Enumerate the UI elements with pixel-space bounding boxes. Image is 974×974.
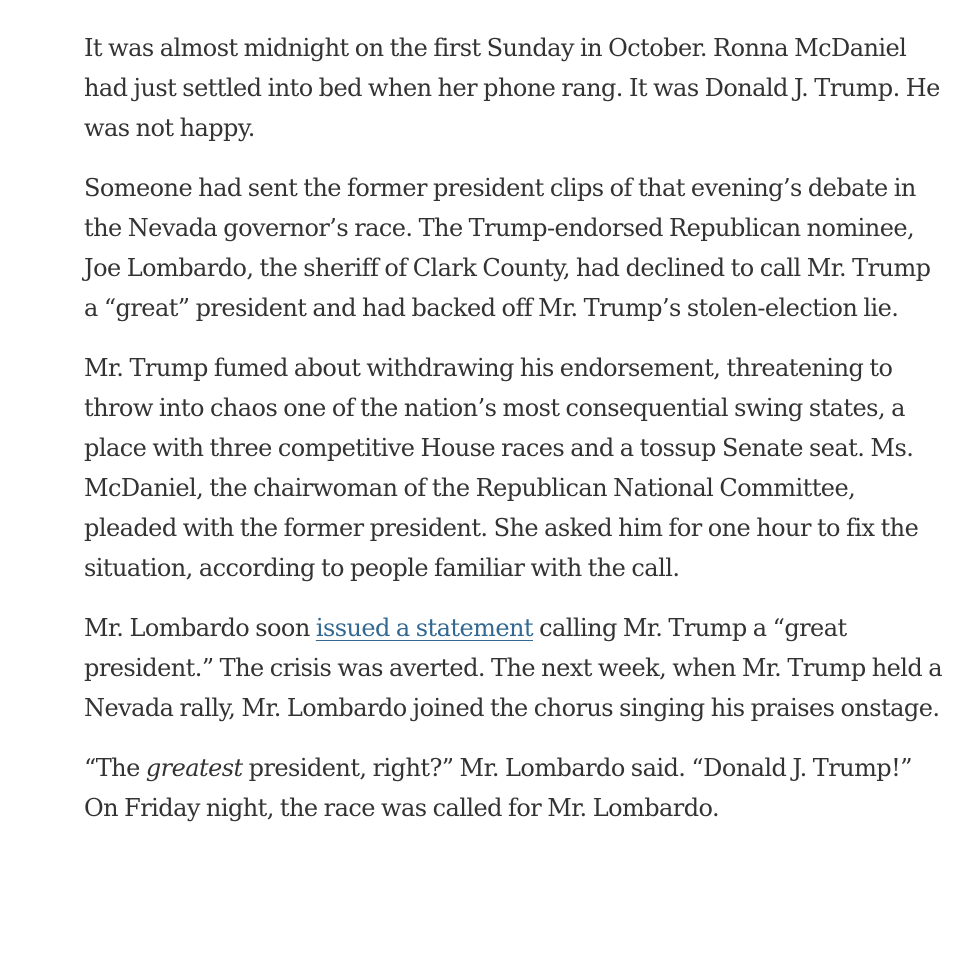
paragraph-4-text-after: calling Mr. Trump a “great president.” The crisis was averted. The next week, when Mr. Trump held a Nevada rally, Mr. Lombardo joined the chorus singing his praises onstage. <box>84 614 943 722</box>
article-body <box>84 28 944 848</box>
paragraph-5-emphasis: greatest <box>145 754 243 782</box>
paragraph-4-text-before: Mr. Lombardo soon <box>84 614 316 642</box>
issued-statement-link[interactable]: issued a statement <box>315 614 533 642</box>
paragraph-5-text-after: president, right?” Mr. Lombardo said. “Donald J. Trump!” On Friday night, the race was called for Mr. Lombardo. <box>84 754 912 822</box>
paragraph-3: Mr. Trump fumed about withdrawing his endorsement, threatening to throw into chaos one of the nation’s most consequential swing states, a place with three competitive House races and a tossup Senate seat. Ms. McDaniel, the chairwoman of the Republican National Committee, pleaded with the former president. She asked him for one hour to fix the situation, according to people familiar with the call. <box>84 354 919 582</box>
paragraph-2: Someone had sent the former president clips of that evening’s debate in the Nevada governor’s race. The Trump-endorsed Republican nominee, Joe Lombardo, the sheriff of Clark County, had declined to call Mr. Trump a “great” president and had backed off Mr. Trump’s stolen-election lie. <box>84 174 931 322</box>
paragraph-1: It was almost midnight on the first Sunday in October. Ronna McDaniel had just settled into bed when her phone rang. It was Donald J. Trump. He was not happy. <box>84 34 940 142</box>
paragraph-5-text-before: “The <box>84 754 146 782</box>
paragraph-4 <box>84 608 944 728</box>
paragraph-5 <box>84 748 944 828</box>
